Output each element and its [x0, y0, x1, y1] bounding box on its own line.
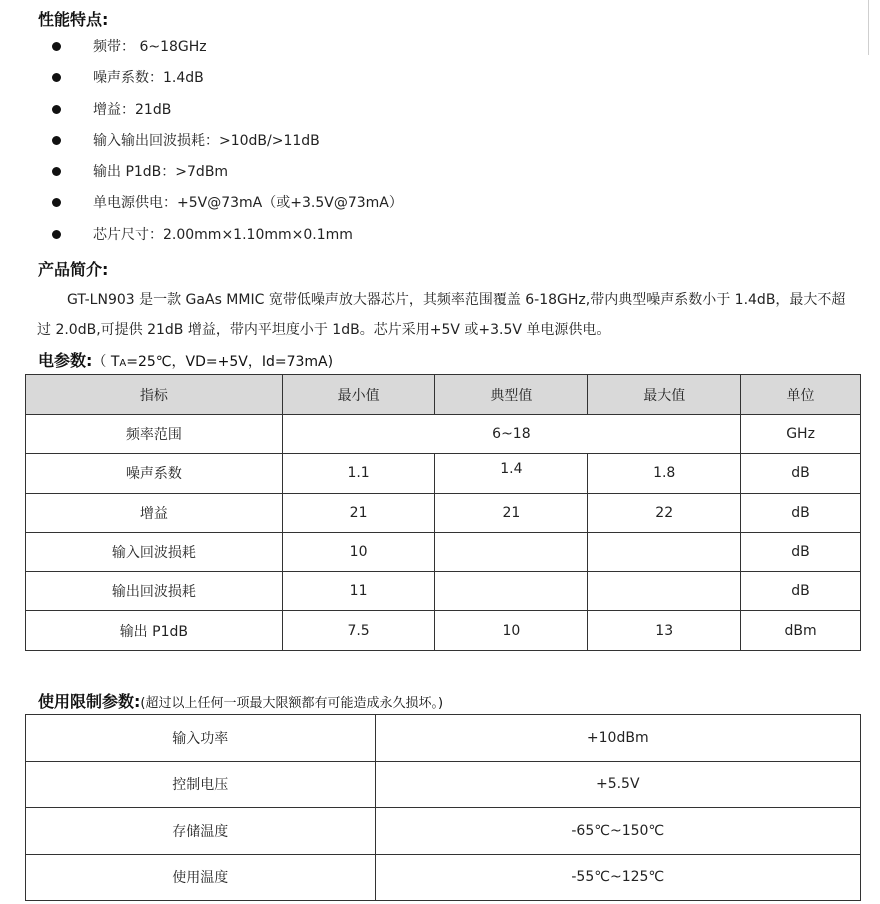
feature-text: 频带： 6~18GHz	[93, 39, 207, 55]
header-metric: 指标	[26, 375, 283, 415]
limits-title: 使用限制参数:	[38, 692, 141, 711]
cell-unit: dB	[741, 493, 861, 532]
header-unit: 单位	[741, 375, 861, 415]
bullet-icon	[52, 136, 61, 145]
cell-unit: GHz	[741, 415, 861, 454]
feature-text: 噪声系数：1.4dB	[93, 70, 204, 87]
electrical-title: 电参数:	[38, 351, 93, 370]
table-row	[26, 611, 861, 650]
features-heading: 性能特点:	[38, 10, 109, 29]
table-row	[26, 532, 861, 571]
cell-name: 输入功率	[26, 715, 376, 762]
cond-open: （ T	[92, 354, 120, 370]
cell-min: 10	[282, 532, 435, 571]
cell-name: 控制电压	[26, 761, 376, 808]
cell-typ	[435, 572, 588, 611]
table-row	[26, 572, 861, 611]
table-row	[26, 761, 861, 808]
table-row	[26, 854, 861, 901]
cell-max: 22	[588, 493, 741, 532]
cell-typ-text: 1.4	[500, 461, 523, 478]
table-row	[26, 415, 861, 454]
cell-unit: dB	[741, 454, 861, 493]
electrical-table	[25, 374, 861, 651]
limits-heading	[38, 689, 443, 712]
cell-name: 频率范围	[26, 415, 283, 454]
table-row	[26, 454, 861, 493]
feature-text: 单电源供电：+5V@73mA（或+3.5V@73mA）	[93, 195, 403, 212]
cell-max	[588, 532, 741, 571]
cell-value: -65℃~150℃	[375, 808, 860, 855]
bullet-icon	[52, 230, 61, 239]
cell-max: 13	[588, 611, 741, 650]
table-row	[26, 808, 861, 855]
bullet-icon	[52, 198, 61, 207]
cell-min: 1.1	[282, 454, 435, 493]
cell-unit: dBm	[741, 611, 861, 650]
table-header-row	[26, 375, 861, 415]
electrical-heading	[38, 348, 333, 371]
cell-range: 6~18	[282, 415, 740, 454]
cond-subscript: A	[119, 358, 127, 369]
limits-note: (超过以上任何一项最大限额都有可能造成永久损坏。)	[140, 696, 444, 711]
feature-text: 增益：21dB	[93, 101, 172, 118]
header-min: 最小值	[282, 375, 435, 415]
feature-text: 输入输出回波损耗：>10dB/>11dB	[93, 132, 320, 149]
page-edge-line	[868, 0, 869, 55]
cell-unit: dB	[741, 532, 861, 571]
table-row	[26, 715, 861, 762]
cell-typ: 21	[435, 493, 588, 532]
cell-min: 11	[282, 572, 435, 611]
bullet-icon	[52, 73, 61, 82]
cell-name: 噪声系数	[26, 454, 283, 493]
cell-value: +5.5V	[375, 761, 860, 808]
electrical-conditions	[92, 354, 333, 370]
cell-name: 输入回波损耗	[26, 532, 283, 571]
header-max: 最大值	[588, 375, 741, 415]
cell-max	[588, 572, 741, 611]
cell-unit: dB	[741, 572, 861, 611]
cell-typ	[435, 532, 588, 571]
table-row	[26, 493, 861, 532]
cell-value: -55℃~125℃	[375, 854, 860, 901]
cell-typ	[435, 454, 588, 493]
intro-paragraph: GT-LN903 是一款 GaAs MMIC 宽带低噪声放大器芯片，其频率范围覆盖 6-18GHz,带内典型噪声系数小于 1.4dB，最大不超过 2.0dB,可提供 21dB 增益，带内平坦度小于 1dB。芯片采用+5V 或+3.5V 单电源供电。	[37, 292, 846, 338]
cell-max: 1.8	[588, 454, 741, 493]
cond-rest: =25℃，VD=+5V，Id=73mA)	[126, 354, 334, 370]
cell-min: 21	[282, 493, 435, 532]
header-typ: 典型值	[435, 375, 588, 415]
bullet-icon	[52, 167, 61, 176]
cell-value: +10dBm	[375, 715, 860, 762]
limits-table	[25, 714, 861, 901]
intro-heading: 产品简介:	[38, 260, 109, 279]
cell-name: 增益	[26, 493, 283, 532]
bullet-icon	[52, 105, 61, 114]
cell-typ: 10	[435, 611, 588, 650]
feature-text: 芯片尺寸：2.00mm×1.10mm×0.1mm	[93, 226, 353, 243]
cell-name: 输出 P1dB	[26, 611, 283, 650]
cell-name: 输出回波损耗	[26, 572, 283, 611]
feature-text: 输出 P1dB：>7dBm	[93, 164, 229, 181]
cell-name: 使用温度	[26, 854, 376, 901]
cell-name: 存储温度	[26, 808, 376, 855]
bullet-icon	[52, 42, 61, 51]
cell-min: 7.5	[282, 611, 435, 650]
